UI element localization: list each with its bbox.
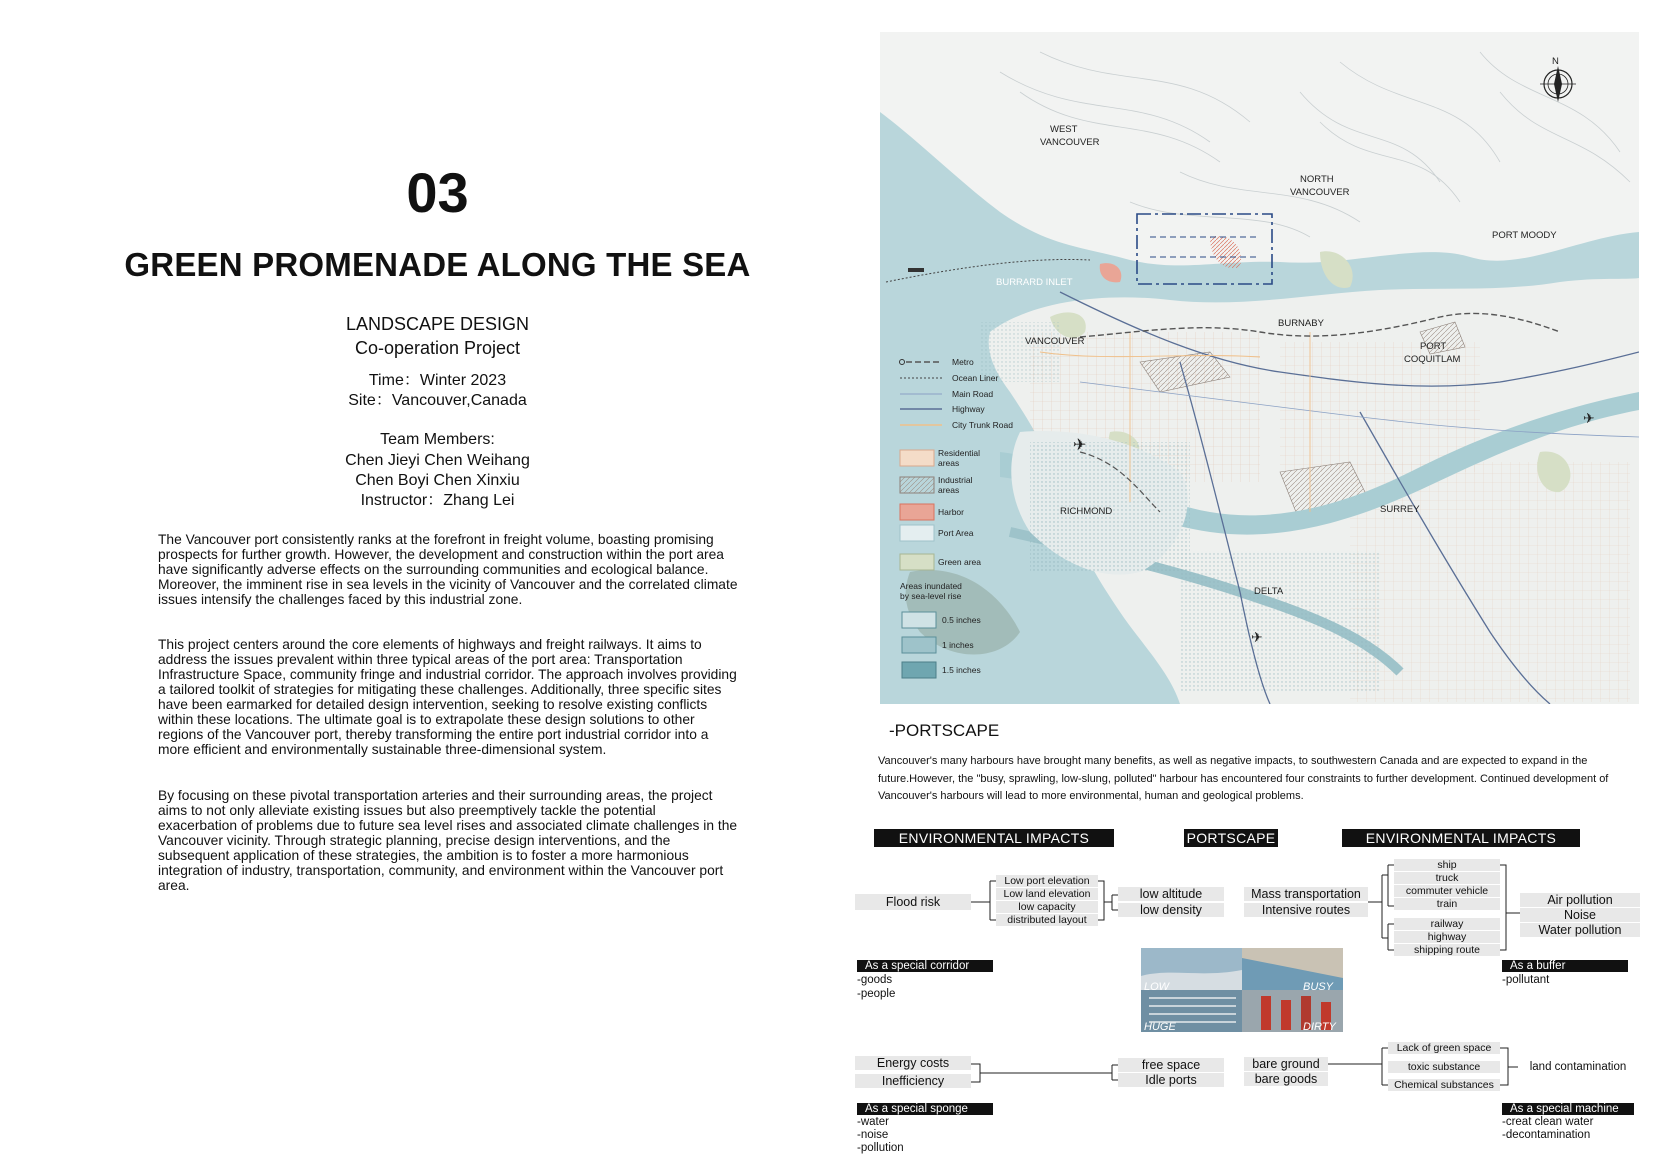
sponge-water: -water	[857, 1116, 889, 1128]
label-west-vancouver-2: VANCOUVER	[1040, 137, 1100, 148]
chip-distributed-layout: distributed layout	[996, 914, 1098, 926]
project-title: GREEN PROMENADE ALONG THE SEA	[124, 246, 751, 283]
label-delta: DELTA	[1254, 586, 1284, 597]
photo-label-dirty: DIRTY	[1303, 1021, 1336, 1032]
label-north-vancouver-2: VANCOUVER	[1290, 187, 1350, 198]
chip-bare-goods: bare goods	[1244, 1072, 1328, 1086]
intro-paragraph-2: This project centers around the core elements of highways and freight railways. It aims to address the issues prevalent within three typical areas of the port area: Transportation Infrastructure Space, community fringe and industrial corridor. The approach involves providing a tailored toolkit of strategies for mitigating these challenges. Additionally, three specific sites have been earmarked for detailed design intervention, seeking to resolve existing conflicts within these locations. The ultimate goal is to extrapolate these design solutions to other regions of the Vancouver port, thereby transforming the entire port industrial corridor into a more efficient and environmentally sustainable three-dimensional system.	[158, 637, 737, 757]
portscape-bar: PORTSCAPE	[1184, 829, 1278, 847]
label-west-vancouver-1: WEST	[1050, 124, 1078, 135]
project-number: 03	[406, 161, 469, 224]
legend-inundated-1: Areas inundated	[900, 581, 962, 591]
label-burrard-inlet: BURRARD INLET	[996, 277, 1073, 288]
legend-level-2: 1 inches	[942, 640, 974, 650]
chip-free-space: free space	[1118, 1058, 1224, 1072]
port-photo-collage	[1141, 948, 1343, 1032]
portscape-text: Vancouver's many harbours have brought many benefits, as well as negative impacts, to southwestern Canada and are expected to expand in the future.However, the "busy, sprawling, low-slung, polluted" harbour has encountered four constraints to further development. Continued development of Vancouver's harbours will lead to more environmental, human and geological problems.	[878, 755, 1609, 802]
chip-noise: Noise	[1520, 908, 1640, 922]
photo-label-busy: BUSY	[1303, 981, 1333, 993]
portscape-title: -PORTSCAPE	[889, 721, 1000, 740]
chip-low-land-elevation: Low land elevation	[996, 888, 1098, 900]
machine-decontamination: -decontamination	[1502, 1129, 1591, 1141]
legend-metro: Metro	[952, 357, 974, 367]
chip-chemical-substances: Chemical substances	[1388, 1079, 1500, 1091]
project-type: Co-operation Project	[354, 338, 521, 358]
corridor-goods: -goods	[857, 974, 893, 986]
chip-highway: highway	[1394, 931, 1500, 943]
project-site: Site：Vancouver,Canada	[348, 392, 527, 409]
chip-low-port-elevation: Low port elevation	[996, 875, 1098, 887]
legend-city-trunk-road: City Trunk Road	[952, 420, 1013, 430]
sponge-noise: -noise	[857, 1129, 889, 1141]
north-label: N	[1552, 56, 1559, 67]
chip-bare-ground: bare ground	[1244, 1057, 1328, 1071]
legend-residential-2: areas	[938, 458, 960, 468]
label-surrey: SURREY	[1380, 504, 1420, 515]
chip-energy-costs: Energy costs	[855, 1056, 971, 1070]
discipline: LANDSCAPE DESIGN	[345, 314, 530, 334]
role-special-machine: As a special machine	[1502, 1103, 1634, 1115]
legend-industrial-2: areas	[938, 485, 960, 495]
chip-land-contamination: land contamination	[1529, 1061, 1627, 1073]
role-special-corridor: As a special corridor	[857, 960, 993, 972]
airport-icon: ✈	[1073, 437, 1087, 454]
chip-low-capacity: low capacity	[996, 901, 1098, 913]
chip-train: train	[1394, 898, 1500, 910]
chip-commuter-vehicle: commuter vehicle	[1394, 885, 1500, 897]
chip-flood-risk: Flood risk	[855, 894, 971, 910]
legend-industrial-1: Industrial	[938, 475, 973, 485]
chip-intensive-routes: Intensive routes	[1244, 903, 1368, 917]
label-burnaby: BURNABY	[1278, 318, 1324, 329]
inundation-zone	[1180, 552, 1380, 692]
label-richmond: RICHMOND	[1060, 506, 1113, 517]
chip-inefficiency: Inefficiency	[855, 1074, 971, 1088]
chip-low-altitude: low altitude	[1118, 887, 1224, 901]
legend-green-area: Green area	[938, 557, 981, 567]
chip-shipping-route: shipping route	[1394, 944, 1500, 956]
env-impacts-bar-left: ENVIRONMENTAL IMPACTS	[874, 829, 1114, 847]
legend-level-3: 1.5 inches	[942, 665, 981, 675]
label-north-vancouver-1: NORTH	[1300, 174, 1334, 185]
corridor-people: -people	[857, 988, 896, 1000]
label-port-coquitlam-1: PORT	[1420, 341, 1447, 352]
instructor: Instructor：Zhang Lei	[360, 492, 515, 509]
legend-residential-1: Residential	[938, 448, 981, 458]
sponge-pollution: -pollution	[857, 1142, 904, 1154]
legend-inundated-2: by sea-level rise	[900, 591, 962, 601]
chip-air-pollution: Air pollution	[1520, 893, 1640, 907]
label-port-coquitlam-2: COQUITLAM	[1404, 354, 1461, 365]
vancouver-site-map	[880, 32, 1639, 704]
env-impacts-bar-right: ENVIRONMENTAL IMPACTS	[1342, 829, 1580, 847]
chip-water-pollution: Water pollution	[1520, 923, 1640, 937]
legend-highway: Highway	[952, 404, 985, 414]
team-label: Team Members:	[380, 431, 495, 448]
airport-icon: ✈	[1251, 629, 1263, 645]
airport-icon: ✈	[1583, 410, 1595, 426]
intro-paragraph-1: The Vancouver port consistently ranks at the forefront in freight volume, boasting promising prospects for further growth. However, the development and construction within the port area have significantly adverse effects on the surrounding communities and ecological balance. Moreover, the imminent rise in sea levels in the vicinity of Vancouver and the correlated climate issues intensify the challenges faced by this industrial zone.	[158, 532, 738, 607]
chip-lack-green-space: Lack of green space	[1388, 1042, 1500, 1054]
chip-low-density: low density	[1118, 903, 1224, 917]
legend-level-1: 0.5 inches	[942, 615, 981, 625]
role-special-sponge: As a special sponge	[857, 1103, 993, 1115]
chip-idle-ports: Idle ports	[1118, 1073, 1224, 1087]
chip-railway: railway	[1394, 918, 1500, 930]
legend-main-road: Main Road	[952, 389, 994, 399]
legend-port-area: Port Area	[938, 528, 974, 538]
photo-label-low: LOW	[1144, 981, 1170, 993]
label-port-moody: PORT MOODY	[1492, 230, 1557, 241]
photo-label-huge: HUGE	[1144, 1021, 1176, 1032]
chip-truck: truck	[1394, 872, 1500, 884]
team-line-2: Chen Boyi Chen Xinxiu	[355, 472, 520, 489]
project-time: Time：Winter 2023	[368, 372, 507, 389]
intro-paragraph-3: By focusing on these pivotal transportation arteries and their surrounding areas, the project aims to not only alleviate existing issues but also preemptively tackle the potential exacerbation of problems due to future sea level rises and associated climate challenges in the Vancouver vicinity. Through strategic planning, precise design interventions, and the subsequent application of these strategies, the ambition is to foster a more harmonious integration of industry, transportation, community, and environment within the Vancouver port area.	[158, 788, 738, 893]
role-buffer: As a buffer	[1502, 960, 1628, 972]
team-line-1: Chen Jieyi Chen Weihang	[345, 452, 530, 469]
chip-toxic-substance: toxic substance	[1388, 1061, 1500, 1073]
chip-ship: ship	[1394, 859, 1500, 871]
legend-ocean-liner: Ocean Liner	[952, 373, 999, 383]
buffer-pollutant: -pollutant	[1502, 974, 1550, 986]
ship-icon	[908, 268, 924, 272]
label-vancouver: VANCOUVER	[1025, 336, 1085, 347]
chip-mass-transportation: Mass transportation	[1244, 887, 1368, 901]
legend-harbor: Harbor	[938, 507, 964, 517]
machine-clean-water: -creat clean water	[1502, 1116, 1594, 1128]
